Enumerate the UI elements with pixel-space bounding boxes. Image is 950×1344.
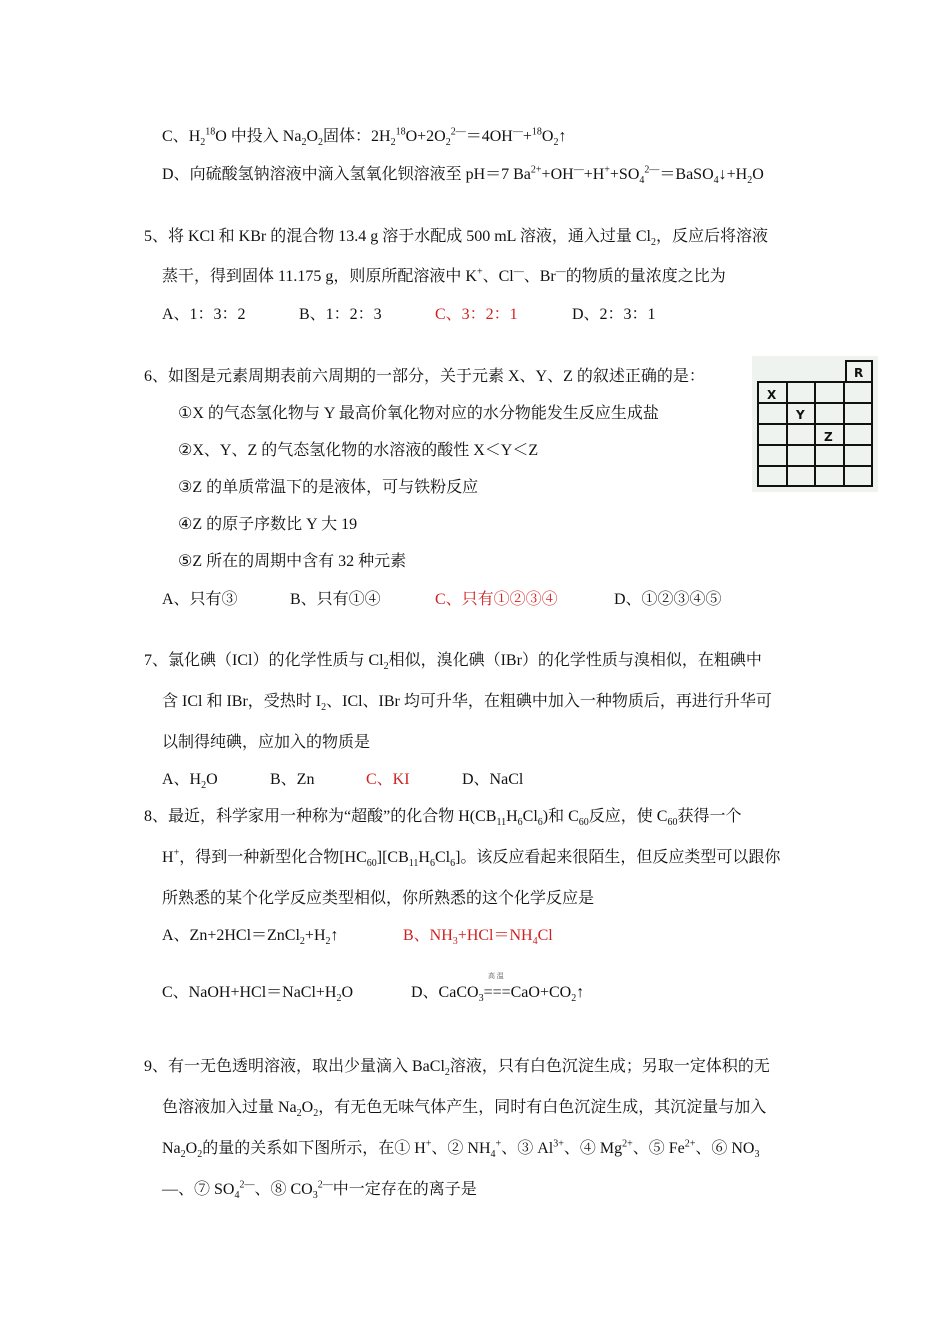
q8-option-c: C、$NaOH+HCl=NaCl+H_2O$ xyxy=(162,984,354,1005)
q5-stem-line1: 5、将 KCl 和 KBr 的混合物 13.4 g 溶于水配成 500 mL 溶液，通入过量 $Cl_2$，反应后将溶液 xyxy=(144,228,768,249)
q9-stem-line1: 9、有一无色透明溶液，取出少量滴入 BaCl$_2$溶液，只有白色沉淀生成；另取一定体积的无 xyxy=(144,1058,770,1079)
q8-stem-line3: 所熟悉的某个化学反应类型相似，你所熟悉的这个化学反应是 xyxy=(162,890,595,907)
q7-option-c-answer: C、KI xyxy=(366,771,410,788)
q6-item-2: ②X、Y、Z 的气态氢化物的水溶液的酸性 X＜Y＜Z xyxy=(178,442,539,459)
option-label: C、 xyxy=(162,128,189,145)
q7-option-d: D、NaCl xyxy=(462,771,524,788)
element-y-label: Y xyxy=(796,408,805,422)
q6-option-b: B、只有①④ xyxy=(290,591,381,608)
element-x-label: X xyxy=(767,388,777,402)
q7-stem-line1: 7、氯化碘（ICl）的化学性质与 $Cl_2$相似，溴化碘（IBr）的化学性质与溴相似，在粗碘中 xyxy=(144,652,762,673)
option-label: D、 xyxy=(162,166,190,183)
q6-item-3: ③Z 的单质常温下的是液体，可与铁粉反应 xyxy=(178,479,479,496)
reaction-condition-label: 高 温 xyxy=(488,972,504,980)
q9-stem-line3: $Na_2O_2$的量的关系如下图所示，在① H+、② $NH_4^+$、③ $Al^{3+}$、④ $Mg^{2+}$、⑤ $Fe^{2+}$、⑥ $NO_3$ xyxy=(162,1138,760,1161)
q7-stem-line3: 以制得纯碘，应加入的物质是 xyxy=(162,734,371,751)
q6-option-c-answer: C、只有①②③④ xyxy=(435,591,558,608)
q6-item-5: ⑤Z 所在的周期中含有 32 种元素 xyxy=(178,553,407,570)
q6-option-a: A、只有③ xyxy=(162,591,238,608)
q8-option-b-answer: B、$NH_3+HCl=NH_4Cl$ xyxy=(403,927,553,948)
q8-stem-line2: H+，得到一种新型化合物$[HC_{60}][CB_{11}H_6Cl_6]$。该反应看起来很陌生，但反应类型可以跟你 xyxy=(162,847,781,870)
periodic-table-grid xyxy=(752,356,878,492)
element-z-label: Z xyxy=(824,430,833,444)
q4-option-c: C、$H_2^{18}O$ 中投入 $Na_2O_2$固体：$2H_2^{18}O+2O_2^{2—}=4OH^—+^{18}O_2↑$ xyxy=(162,126,567,149)
q8-stem-line1: 8、最近，科学家用一种称为“超酸”的化合物 $H(CB_{11}H_6Cl_6)$和 $C_{60}$反应，使 $C_{60}$获得一个 xyxy=(144,808,742,829)
q5-stem-line2: 蒸干，得到固体 11.175 g，则原所配溶液中 K+、Cl—、Br—的物质的量浓度之比为 xyxy=(162,266,726,285)
q6-stem: 6、如图是元素周期表前六周期的一部分，关于元素 X、Y、Z 的叙述正确的是： xyxy=(144,368,705,385)
q5-option-d: D、2：3：1 xyxy=(572,306,656,323)
q6-item-4: ④Z 的原子序数比 Y 大 19 xyxy=(178,516,358,533)
q8-option-a: A、$Zn+2HCl=ZnCl_2+H_2↑$ xyxy=(162,927,339,948)
q6-item-1: ①X 的气态氢化物与 Y 最高价氧化物对应的水分物能发生反应生成盐 xyxy=(178,405,659,422)
q9-stem-line4: —、⑦ $SO_4^{2—}$、⑧ $CO_3^{2—}$中一定存在的离子是 xyxy=(162,1179,477,1202)
q6-option-d: D、①②③④⑤ xyxy=(614,591,722,608)
q5-option-a: A、1：3：2 xyxy=(162,306,246,323)
q7-option-b: B、Zn xyxy=(270,771,315,788)
q5-option-b: B、1：2：3 xyxy=(299,306,382,323)
element-r-label: R xyxy=(854,366,864,380)
q7-stem-line2: 含 ICl 和 IBr，受热时 $I_2$、ICl、IBr 均可升华，在粗碘中加入一种物质后，再进行升华可 xyxy=(162,693,772,714)
q9-stem-line2: 色溶液加入过量 $Na_2O_2$，有无色无味气体产生，同时有白色沉淀生成，其沉淀量与加入 xyxy=(162,1099,767,1120)
q8-option-d: D、$CaCO_3===CaO+CO_2↑$ xyxy=(411,984,585,1005)
q7-option-a: A、$H_2O$ xyxy=(162,771,218,792)
q4-option-d: D、向硫酸氢钠溶液中滴入氢氧化钡溶液至 pH＝7 $Ba^{2+}+OH^—+H^++SO_4^{2—}=BaSO_4↓+H_2O$ xyxy=(162,164,764,187)
q5-option-c-answer: C、3：2：1 xyxy=(435,306,518,323)
periodic-table-fragment xyxy=(752,356,878,492)
